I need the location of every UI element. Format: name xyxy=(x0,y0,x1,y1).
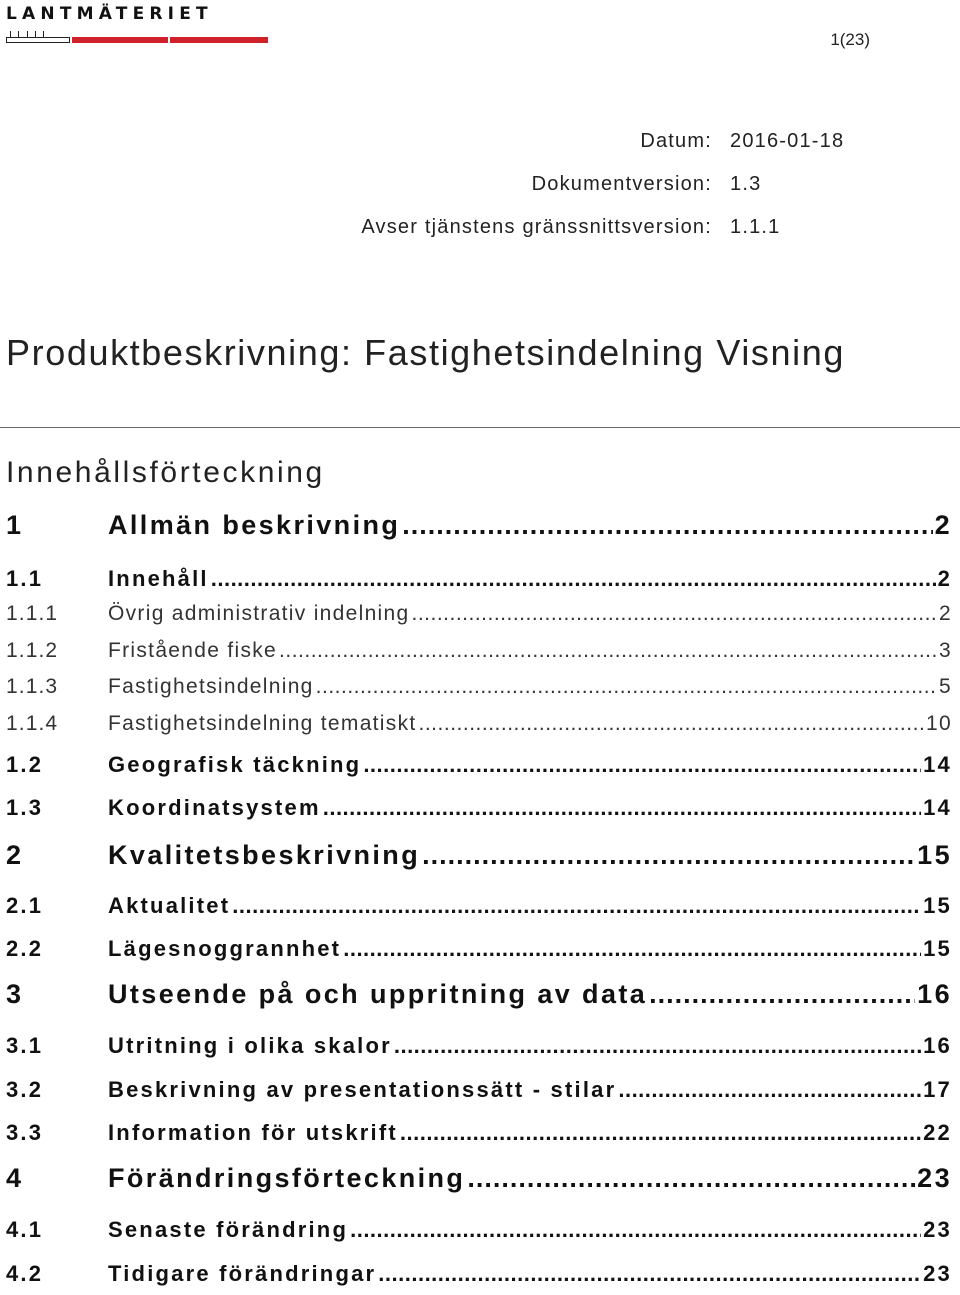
toc-leader-dots xyxy=(618,1077,921,1103)
toc-entry-title: Koordinatsystem xyxy=(108,795,321,820)
toc-entry[interactable] xyxy=(6,840,952,871)
toc-entry-number: 4.1 xyxy=(6,1217,44,1242)
toc-entry-page: 14 xyxy=(923,795,952,820)
toc-entry-page: 23 xyxy=(923,1261,952,1286)
toc-entry-title: Lägesnoggrannhet xyxy=(108,936,342,961)
toc-leader-dots xyxy=(419,712,925,736)
toc-entry[interactable] xyxy=(6,602,952,626)
toc-leader-dots xyxy=(402,510,932,541)
meta-value: 1.3 xyxy=(730,173,762,195)
toc-entry-number: 1.1 xyxy=(6,566,44,591)
toc-entry-page: 15 xyxy=(923,893,952,918)
toc-entry-page: 10 xyxy=(926,712,952,735)
toc-leader-dots xyxy=(316,675,937,699)
toc-entry-number: 2.2 xyxy=(6,936,44,961)
toc-entry-page: 23 xyxy=(917,1163,952,1193)
toc-entry-title: Kvalitetsbeskrivning xyxy=(108,840,421,870)
toc-entry-page: 16 xyxy=(923,1033,952,1058)
toc-entry-title: Aktualitet xyxy=(108,893,231,918)
toc-leader-dots xyxy=(279,639,937,663)
toc-entry[interactable] xyxy=(6,675,952,699)
toc-entry-title: Utseende på och uppritning av data xyxy=(108,979,648,1009)
title-divider xyxy=(0,427,960,428)
toc-entry-page: 23 xyxy=(923,1217,952,1242)
toc-entry-page: 16 xyxy=(917,979,952,1009)
toc-entry-page: 3 xyxy=(939,639,952,662)
toc-entry-title: Fristående fiske xyxy=(108,639,278,662)
toc-entry-page: 17 xyxy=(923,1077,952,1102)
toc-entry-title: Information för utskrift xyxy=(108,1120,398,1145)
toc-entry-page: 14 xyxy=(923,752,952,777)
toc-entry-number: 4 xyxy=(6,1163,24,1193)
toc-entry-page: 2 xyxy=(934,510,952,540)
meta-label: Datum: xyxy=(640,130,712,152)
toc-leader-dots xyxy=(422,840,915,871)
toc-entry-title: Fastighetsindelning tematiskt xyxy=(108,712,417,735)
toc-leader-dots xyxy=(649,979,915,1010)
toc-entry-number: 2.1 xyxy=(6,893,44,918)
toc-leader-dots xyxy=(211,566,936,592)
logo-scale-bar-white xyxy=(6,37,70,43)
toc-heading: Innehållsförteckning xyxy=(6,456,325,489)
toc-entry-number: 1.1.4 xyxy=(6,712,59,735)
toc-leader-dots xyxy=(343,936,921,962)
toc-entry[interactable] xyxy=(6,1120,952,1146)
toc-entry-number: 4.2 xyxy=(6,1261,44,1286)
logo-scale-bar-red-2 xyxy=(170,37,268,43)
toc-entry[interactable] xyxy=(6,795,952,821)
toc-entry-page: 22 xyxy=(923,1120,952,1145)
toc-entry-title: Beskrivning av presentationssätt - stilar xyxy=(108,1077,617,1102)
toc-entry-title: Förändringsförteckning xyxy=(108,1163,466,1193)
toc-entry[interactable] xyxy=(6,936,952,962)
toc-entry-number: 3.1 xyxy=(6,1033,44,1058)
document-metadata xyxy=(250,120,900,249)
toc-leader-dots xyxy=(378,1261,921,1287)
toc-entry[interactable] xyxy=(6,639,952,663)
toc-leader-dots xyxy=(467,1163,915,1194)
toc-entry[interactable] xyxy=(6,510,952,541)
toc-entry-title: Senaste förändring xyxy=(108,1217,349,1242)
toc-entry[interactable] xyxy=(6,1033,952,1059)
toc-entry-number: 3 xyxy=(6,979,24,1009)
toc-entry-page: 15 xyxy=(917,840,952,870)
toc-entry-number: 1.2 xyxy=(6,752,44,777)
meta-value: 1.1.1 xyxy=(730,216,781,238)
toc-entry[interactable] xyxy=(6,1261,952,1287)
toc-entry[interactable] xyxy=(6,566,952,592)
toc-entry[interactable] xyxy=(6,893,952,919)
toc-entry-number: 1.3 xyxy=(6,795,44,820)
meta-label: Dokumentversion: xyxy=(531,173,712,195)
toc-leader-dots xyxy=(394,1033,921,1059)
toc-entry-title: Utritning i olika skalor xyxy=(108,1033,392,1058)
logo-scale-bar-red-1 xyxy=(72,37,168,43)
toc-entry-title: Allmän beskrivning xyxy=(108,510,401,540)
toc-entry-number: 3.2 xyxy=(6,1077,44,1102)
toc-leader-dots xyxy=(411,602,937,626)
meta-value: 2016-01-18 xyxy=(730,130,845,152)
toc-entry-title: Tidigare förändringar xyxy=(108,1261,377,1286)
toc-entry[interactable] xyxy=(6,1077,952,1103)
toc-entry[interactable] xyxy=(6,752,952,778)
toc-entry-page: 2 xyxy=(937,566,952,591)
meta-row-version xyxy=(250,163,900,206)
toc-entry-number: 1.1.2 xyxy=(6,639,59,662)
toc-entry[interactable] xyxy=(6,1217,952,1243)
meta-label: Avser tjänstens gränssnittsversion: xyxy=(361,216,712,238)
lantmateriet-logo xyxy=(6,4,268,46)
toc-entry-page: 5 xyxy=(939,675,952,698)
logo-wordmark: LANTMÄTERIET xyxy=(6,4,213,24)
page-number: 1(23) xyxy=(830,30,870,49)
toc-leader-dots xyxy=(232,893,921,919)
toc-entry-title: Fastighetsindelning xyxy=(108,675,314,698)
toc-entry-page: 2 xyxy=(939,602,952,625)
document-title: Produktbeskrivning: Fastighetsindelning Visning xyxy=(6,332,845,373)
toc-leader-dots xyxy=(350,1217,921,1243)
toc-entry-number: 1 xyxy=(6,510,24,540)
toc-leader-dots xyxy=(323,795,921,821)
toc-entry-number: 3.3 xyxy=(6,1120,44,1145)
toc-entry-number: 1.1.3 xyxy=(6,675,59,698)
toc-entry-number: 2 xyxy=(6,840,24,870)
meta-row-date xyxy=(250,120,900,163)
toc-entry[interactable] xyxy=(6,712,952,736)
meta-row-interface-version xyxy=(250,206,900,249)
toc-entry-title: Innehåll xyxy=(108,566,209,591)
toc-entry[interactable] xyxy=(6,1163,952,1194)
toc-entry-title: Geografisk täckning xyxy=(108,752,362,777)
toc-entry-number: 1.1.1 xyxy=(6,602,59,625)
toc-entry-page: 15 xyxy=(923,936,952,961)
toc-leader-dots xyxy=(400,1120,921,1146)
toc-entry-title: Övrig administrativ indelning xyxy=(108,602,410,625)
toc-entry[interactable] xyxy=(6,979,952,1010)
toc-leader-dots xyxy=(363,752,921,778)
